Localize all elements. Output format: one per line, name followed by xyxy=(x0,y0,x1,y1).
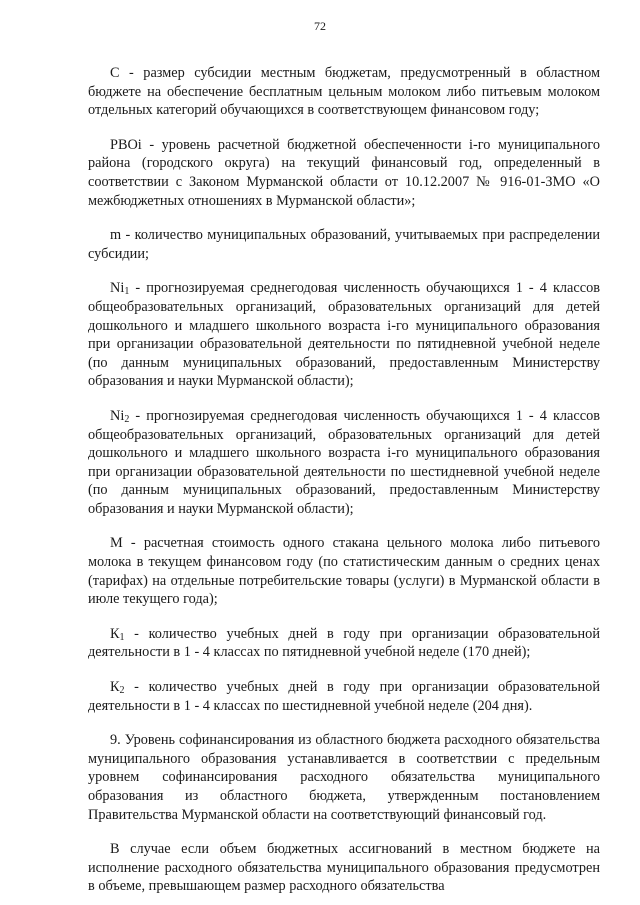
paragraph-text: - количество учебных дней в году при организации образовательной деятельности в 1 - 4 классах по шестидневной учебной неделе (204 дня). xyxy=(88,679,600,714)
paragraph-text: РВОi - уровень расчетной бюджетной обеспеченности i-го муниципального района (городского округа) на текущий финансовый год, определенный в соответствии с Законом Мурманской области от 10.12.2007 № 916-01-ЗМО «О межбюджетных отношениях в Мурманской области»; xyxy=(88,136,600,209)
paragraph-lead: Ni xyxy=(110,280,125,297)
paragraph-text: - количество учебных дней в году при организации образовательной деятельности в 1 - 4 классах по пятидневной учебной неделе (170 дней); xyxy=(88,625,600,661)
paragraph-subscript: 2 xyxy=(124,413,130,425)
paragraph-subscript: 2 xyxy=(119,685,125,697)
paragraph-k1-definition xyxy=(88,625,600,662)
paragraph-text: 9. Уровень софинансирования из областного бюджета расходного обязательства муниципального образования устанавливается в соответствии с предельным уровнем софинансирования расходного обязательства муниципального образования из областного бюджета, утвержденным постановлением Правительства Мурманской области на соответствующий финансовый год. xyxy=(88,732,600,823)
paragraph-milk-cost xyxy=(88,534,600,608)
paragraph-text: - прогнозируемая среднегодовая численность обучающихся 1 - 4 классов общеобразовательных организаций, образовательных организаций для детей дошкольного и младшего школьного возраста i-го муниципального образования при организации образовательной деятельности по шестидневной учебной неделе (по данным муниципальных образований, предоставленным Министерству образования и науки Мурманской области); xyxy=(88,407,600,517)
paragraph-text: - прогнозируемая среднегодовая численность обучающихся 1 - 4 классов общеобразовательных организаций, образовательных организаций для детей дошкольного и младшего школьного возраста i-го муниципального образования при организации образовательной деятельности по пятидневной учебной неделе (по данным муниципальных образований, предоставленным Министерству образования и науки Мурманской области); xyxy=(88,280,600,390)
paragraph-text: М - расчетная стоимость одного стакана цельного молока либо питьевого молока в текущем финансовом году (по статистическим данным о средних ценах (тарифах) на отдельные потребительские товары (услуги) в Мурманской области в июле текущего года); xyxy=(88,535,600,608)
paragraph-budget-provision-level xyxy=(88,136,600,210)
paragraph-municipalities-count xyxy=(88,226,600,263)
paragraph-lead: Ni xyxy=(110,407,125,424)
paragraph-cofinancing-level xyxy=(88,731,600,824)
paragraph-lead: К xyxy=(110,625,120,642)
paragraph-ni2-definition xyxy=(88,407,600,519)
page-number: 72 xyxy=(314,19,326,33)
paragraph-budget-excess-case xyxy=(88,840,600,896)
paragraph-k2-definition xyxy=(88,678,600,715)
paragraph-subscript: 1 xyxy=(119,631,125,643)
paragraph-lead: К xyxy=(110,679,120,696)
paragraph-ni1-definition xyxy=(88,279,600,391)
paragraph-text: m - количество муниципальных образований, учитываемых при распределении субсидии; xyxy=(88,227,600,262)
paragraph-subscript: 1 xyxy=(124,286,130,298)
document-body xyxy=(88,64,600,896)
paragraph-text: В случае если объем бюджетных ассигнований в местном бюджете на исполнение расходного обязательства муниципального образования предусмотрен в объеме, превышающем размер расходного обязательства xyxy=(88,841,600,895)
paragraph-subsidy-size xyxy=(88,64,600,120)
paragraph-text: С - размер субсидии местным бюджетам, предусмотренный в областном бюджете на обеспечение бесплатным цельным молоком либо питьевым молоком отдельных категорий обучающихся в соответствующем финансовом году; xyxy=(88,65,600,119)
